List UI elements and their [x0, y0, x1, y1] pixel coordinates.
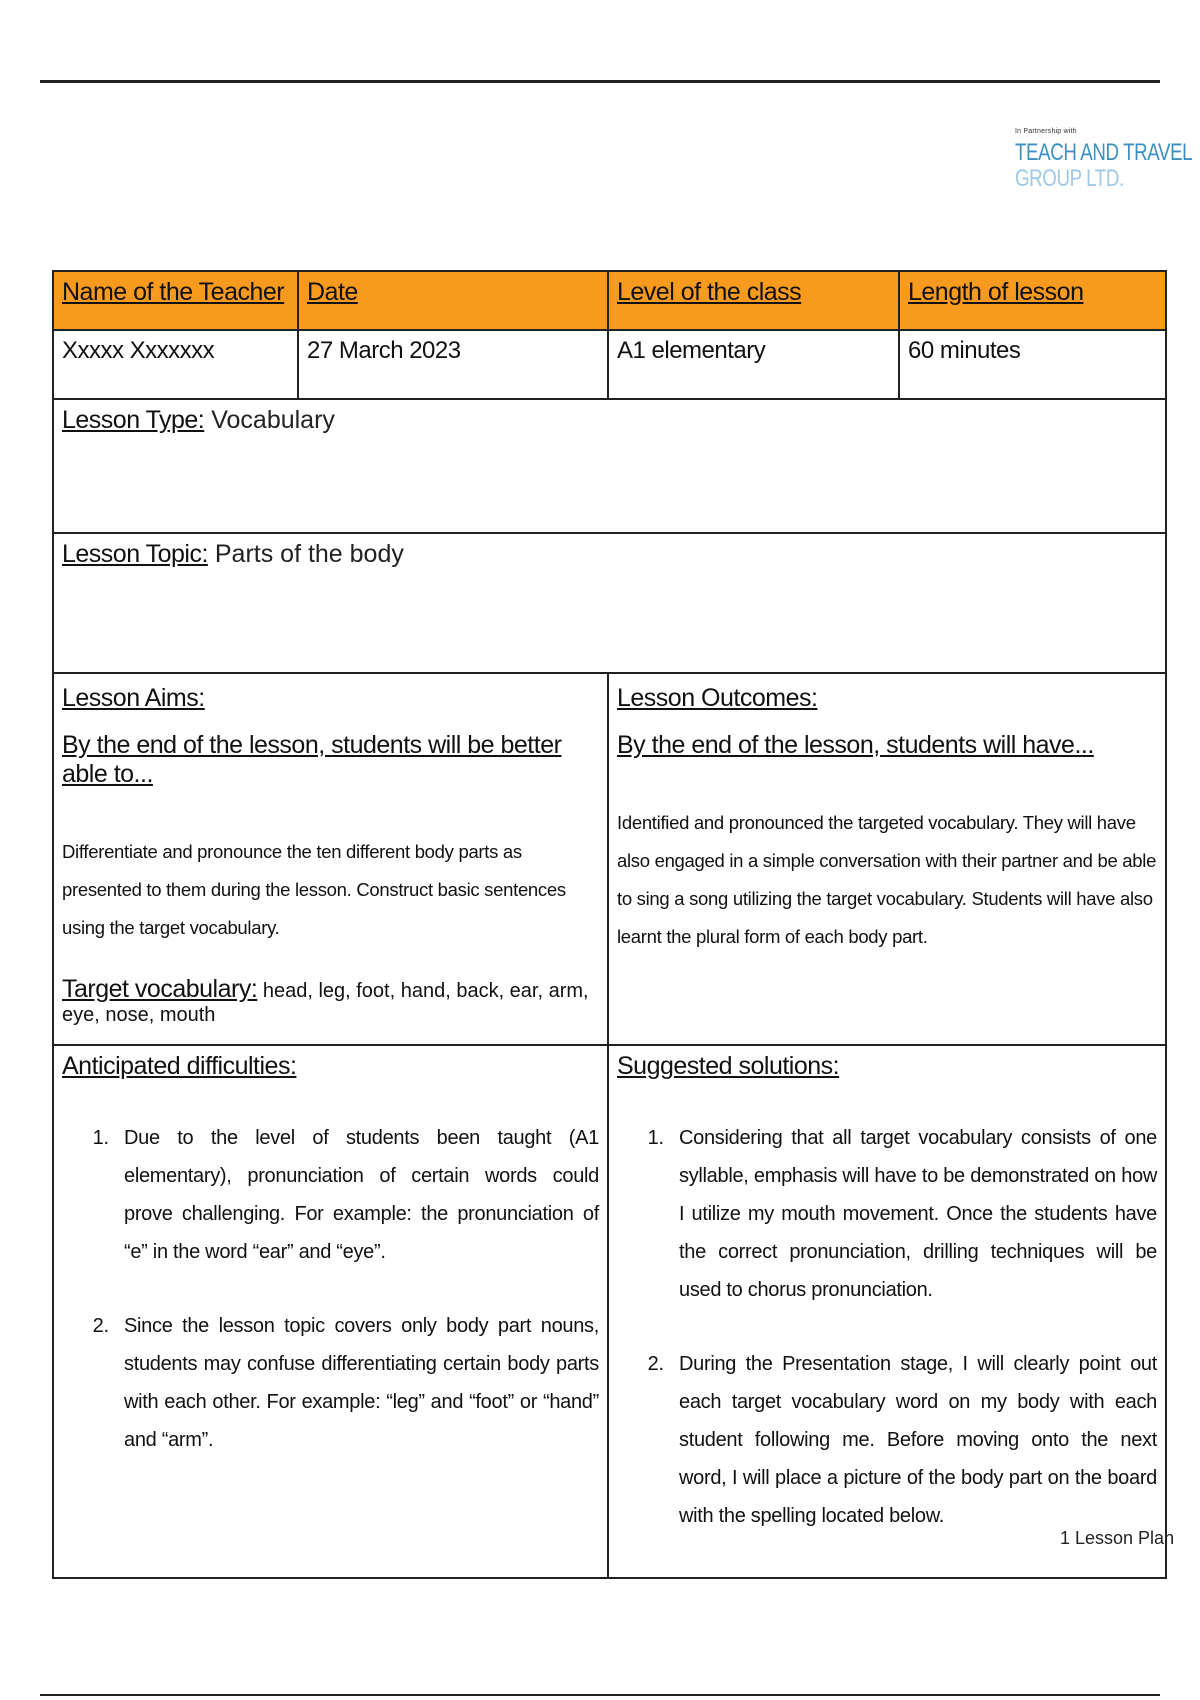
solution-item: 1. Considering that all target vocabulary consists of one syllable, emphasis will have to be demonstrated on how I utilize my mouth movement. Once the students have the correct pronunciation, drilling techniques will be used to chorus pronunciation.	[669, 1119, 1157, 1309]
level-label: Level of the class	[617, 278, 802, 306]
values-row	[53, 330, 1166, 399]
outcomes-text: Identified and pronounced the targeted vocabulary. They will have also engaged in a simple conversation with their partner and be able to sing a song utilizing the target vocabulary. Students will have also learnt the plural form of each body part.	[617, 812, 1157, 947]
solutions-list	[617, 1119, 1157, 1535]
teacher-header-cell	[53, 271, 298, 330]
header-row	[53, 271, 1166, 330]
length-value: 60 minutes	[899, 330, 1166, 399]
lesson-topic-label: Lesson Topic:	[62, 540, 208, 568]
lesson-type-row	[53, 399, 1166, 533]
bottom-rule	[40, 1694, 1160, 1696]
level-value: A1 elementary	[608, 330, 899, 399]
solutions-cell	[608, 1045, 1166, 1578]
difficulties-title: Anticipated difficulties:	[62, 1052, 297, 1080]
length-header-cell	[899, 271, 1166, 330]
difficulties-list	[62, 1119, 599, 1459]
logo-partner-text: In Partnership with	[1015, 128, 1077, 135]
teach-and-travel-logo	[1015, 128, 1193, 192]
length-label: Length of lesson	[908, 278, 1084, 306]
teacher-label: Name of the Teacher	[62, 278, 285, 306]
aims-cell	[53, 673, 608, 1045]
level-header-cell	[608, 271, 899, 330]
lesson-topic-value: Parts of the body	[207, 540, 404, 568]
top-rule	[40, 80, 1160, 83]
aims-outcomes-row	[53, 673, 1166, 1045]
page-footer-label: 1 Lesson Plan	[1060, 1528, 1175, 1548]
outcomes-title: Lesson Outcomes:	[617, 684, 818, 712]
aims-title: Lesson Aims:	[62, 684, 205, 712]
logo-line-2: GROUP LTD.	[1015, 165, 1124, 192]
target-vocabulary-label: Target vocabulary:	[62, 975, 258, 1003]
solution-item: 2. During the Presentation stage, I will clearly point out each target vocabulary word on my body with each student following me. Before moving onto the next word, I will place a picture of the body part on the board with the spelling located below.	[669, 1345, 1157, 1535]
date-label: Date	[307, 278, 358, 306]
logo-line-1: TEACH AND TRAVEL	[1015, 139, 1193, 166]
aims-subtitle: By the end of the lesson, students will be better able to...	[62, 731, 562, 788]
lesson-topic-row	[53, 533, 1166, 673]
aims-text: Differentiate and pronounce the ten different body parts as presented to them during the lesson. Construct basic sentences using the target vocabulary.	[62, 841, 566, 938]
lesson-type-value: Vocabulary	[204, 406, 335, 434]
lesson-type-label: Lesson Type:	[62, 406, 205, 434]
outcomes-cell	[608, 673, 1166, 1045]
difficulties-cell	[53, 1045, 608, 1578]
difficulty-item: 1. Due to the level of students been taught (A1 elementary), pronunciation of certain words could prove challenging. For example: the pronunciation of “e” in the word “ear” and “eye”.	[114, 1119, 599, 1271]
lesson-plan-table	[52, 270, 1167, 1579]
difficulties-solutions-row	[53, 1045, 1166, 1578]
target-vocabulary	[62, 975, 599, 1027]
teacher-value: Xxxxx Xxxxxxx	[53, 330, 298, 399]
solutions-title: Suggested solutions:	[617, 1052, 840, 1080]
lesson-topic-cell	[53, 533, 1166, 673]
target-vocabulary-value: head, leg, foot, hand, back, ear, arm, eye, nose, mouth	[62, 980, 589, 1026]
date-header-cell	[298, 271, 608, 330]
date-value: 27 March 2023	[298, 330, 608, 399]
lesson-type-cell	[53, 399, 1166, 533]
difficulty-item: 2. Since the lesson topic covers only body part nouns, students may confuse differentiating certain body parts with each other. For example: “leg” and “foot” or “hand” and “arm”.	[114, 1307, 599, 1459]
outcomes-subtitle: By the end of the lesson, students will have...	[617, 731, 1094, 759]
